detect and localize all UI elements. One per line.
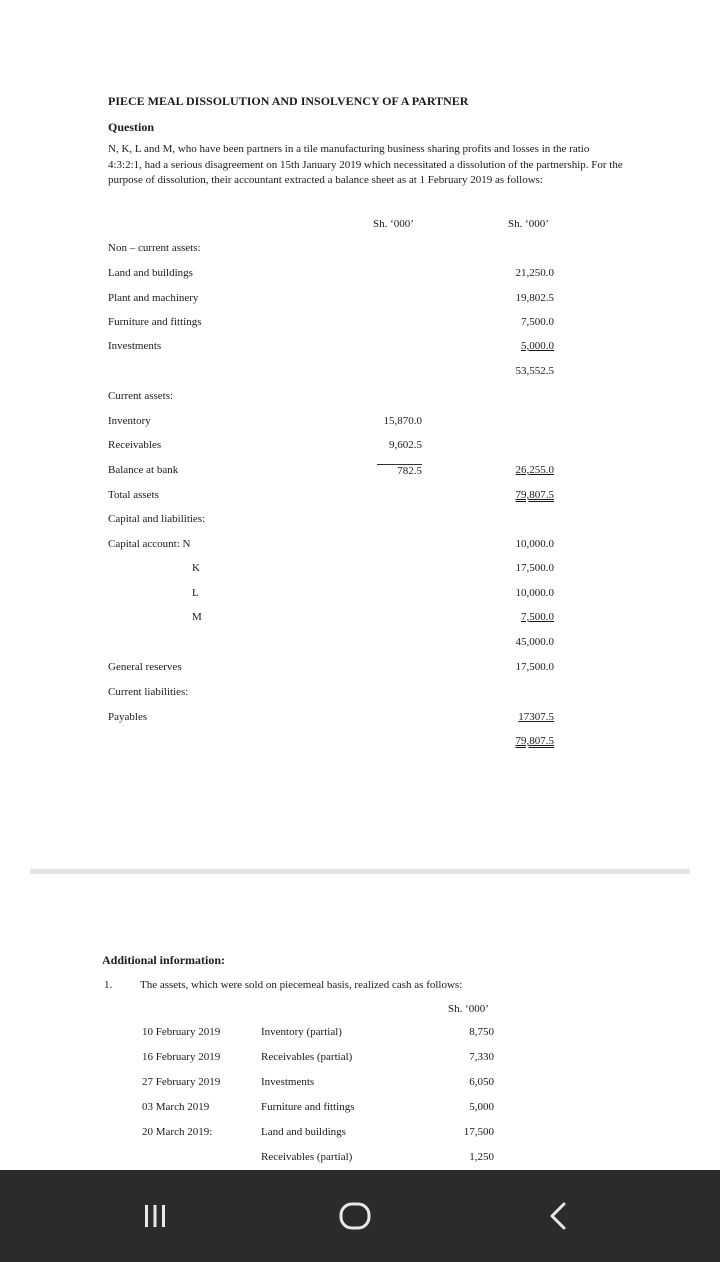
item-number: 1. (104, 979, 113, 991)
sale-amount: 5,000 (469, 1101, 494, 1113)
row-label: L (192, 587, 199, 599)
back-button[interactable] (513, 1170, 603, 1262)
home-button[interactable] (310, 1170, 400, 1262)
additional-info-heading: Additional information: (102, 953, 226, 967)
row-value: 9,602.5 (389, 439, 422, 451)
row-value: 10,000.0 (515, 538, 554, 550)
row-label: Furniture and fittings (108, 316, 202, 328)
sale-asset: Receivables (partial) (261, 1151, 353, 1163)
sale-amount: 1,250 (469, 1151, 494, 1163)
recents-button[interactable] (110, 1170, 200, 1262)
subtotal-value: 53,552.5 (515, 365, 554, 377)
row-label: Investments (108, 340, 162, 352)
row-label: Payables (108, 711, 148, 723)
sale-date: 03 March 2019 (142, 1101, 210, 1113)
total-value: 79,807.5 (515, 735, 554, 747)
sale-date: 10 February 2019 (142, 1026, 221, 1038)
android-navigation-bar (0, 1170, 720, 1262)
sale-asset: Furniture and fittings (261, 1101, 355, 1113)
sale-asset: Investments (261, 1076, 315, 1088)
home-icon (338, 1201, 372, 1231)
row-label: K (192, 562, 200, 574)
item-text: The assets, which were sold on piecemeal basis, realized cash as follows: (140, 979, 463, 991)
row-label: Capital account: N (108, 538, 191, 550)
amount-column-header: Sh. ‘000’ (448, 1003, 489, 1015)
back-icon (548, 1201, 568, 1231)
column-header-2: Sh. ‘000’ (508, 218, 549, 230)
row-label: M (192, 611, 202, 623)
recents-icon (143, 1203, 167, 1229)
sale-date: 16 February 2019 (142, 1051, 221, 1063)
sale-amount: 6,050 (469, 1076, 494, 1088)
row-value: 17307.5 (518, 711, 554, 723)
question-paragraph: N, K, L and M, who have been partners in a tile manufacturing business sharing profits and losses in the ratio 4:3:2:1, had a serious disagreement on 15th January 2019 which necessitated a dissolution of the partnership. For the purpose of dissolution, their accountant extracted a balance sheet as at 1 February 2019 as follows: (108, 143, 623, 187)
current-liabilities-heading: Current liabilities: (108, 686, 189, 698)
current-assets-heading: Current assets: (108, 390, 174, 402)
row-label: General reserves (108, 661, 182, 673)
row-label: Plant and machinery (108, 292, 199, 304)
sale-amount: 7,330 (469, 1051, 494, 1063)
row-value: 21,250.0 (515, 267, 554, 279)
capital-liabilities-heading: Capital and liabilities: (108, 513, 206, 525)
row-label: Receivables (108, 439, 162, 451)
row-value: 782.5 (377, 464, 422, 477)
sale-asset: Inventory (partial) (261, 1026, 342, 1038)
row-label: Inventory (108, 415, 151, 427)
row-value: 19,802.5 (515, 292, 554, 304)
row-value: 7,500.0 (521, 611, 554, 623)
sale-amount: 8,750 (469, 1026, 494, 1038)
sale-date: 27 February 2019 (142, 1076, 221, 1088)
row-value: 5,000.0 (521, 340, 554, 352)
column-header-1: Sh. ‘000’ (373, 218, 414, 230)
row-label: Balance at bank (108, 464, 179, 476)
question-heading: Question (108, 120, 155, 134)
row-value: 17,500.0 (515, 661, 554, 673)
subtotal-value: 26,255.0 (515, 464, 554, 476)
row-value: 7,500.0 (521, 316, 554, 328)
sale-amount: 17,500 (463, 1126, 494, 1138)
row-label: Land and buildings (108, 267, 193, 279)
row-value: 15,870.0 (383, 415, 422, 427)
sale-asset: Receivables (partial) (261, 1051, 353, 1063)
page-separator (30, 869, 690, 874)
row-value: 10,000.0 (515, 587, 554, 599)
sale-asset: Land and buildings (261, 1126, 346, 1138)
row-value: 17,500.0 (515, 562, 554, 574)
non-current-assets-heading: Non – current assets: (108, 242, 201, 254)
document-title: PIECE MEAL DISSOLUTION AND INSOLVENCY OF A PARTNER (108, 94, 469, 108)
row-label: Total assets (108, 489, 159, 501)
total-value: 79,807.5 (515, 489, 554, 501)
sale-date: 20 March 2019: (142, 1126, 213, 1138)
subtotal-value: 45,000.0 (515, 636, 554, 648)
